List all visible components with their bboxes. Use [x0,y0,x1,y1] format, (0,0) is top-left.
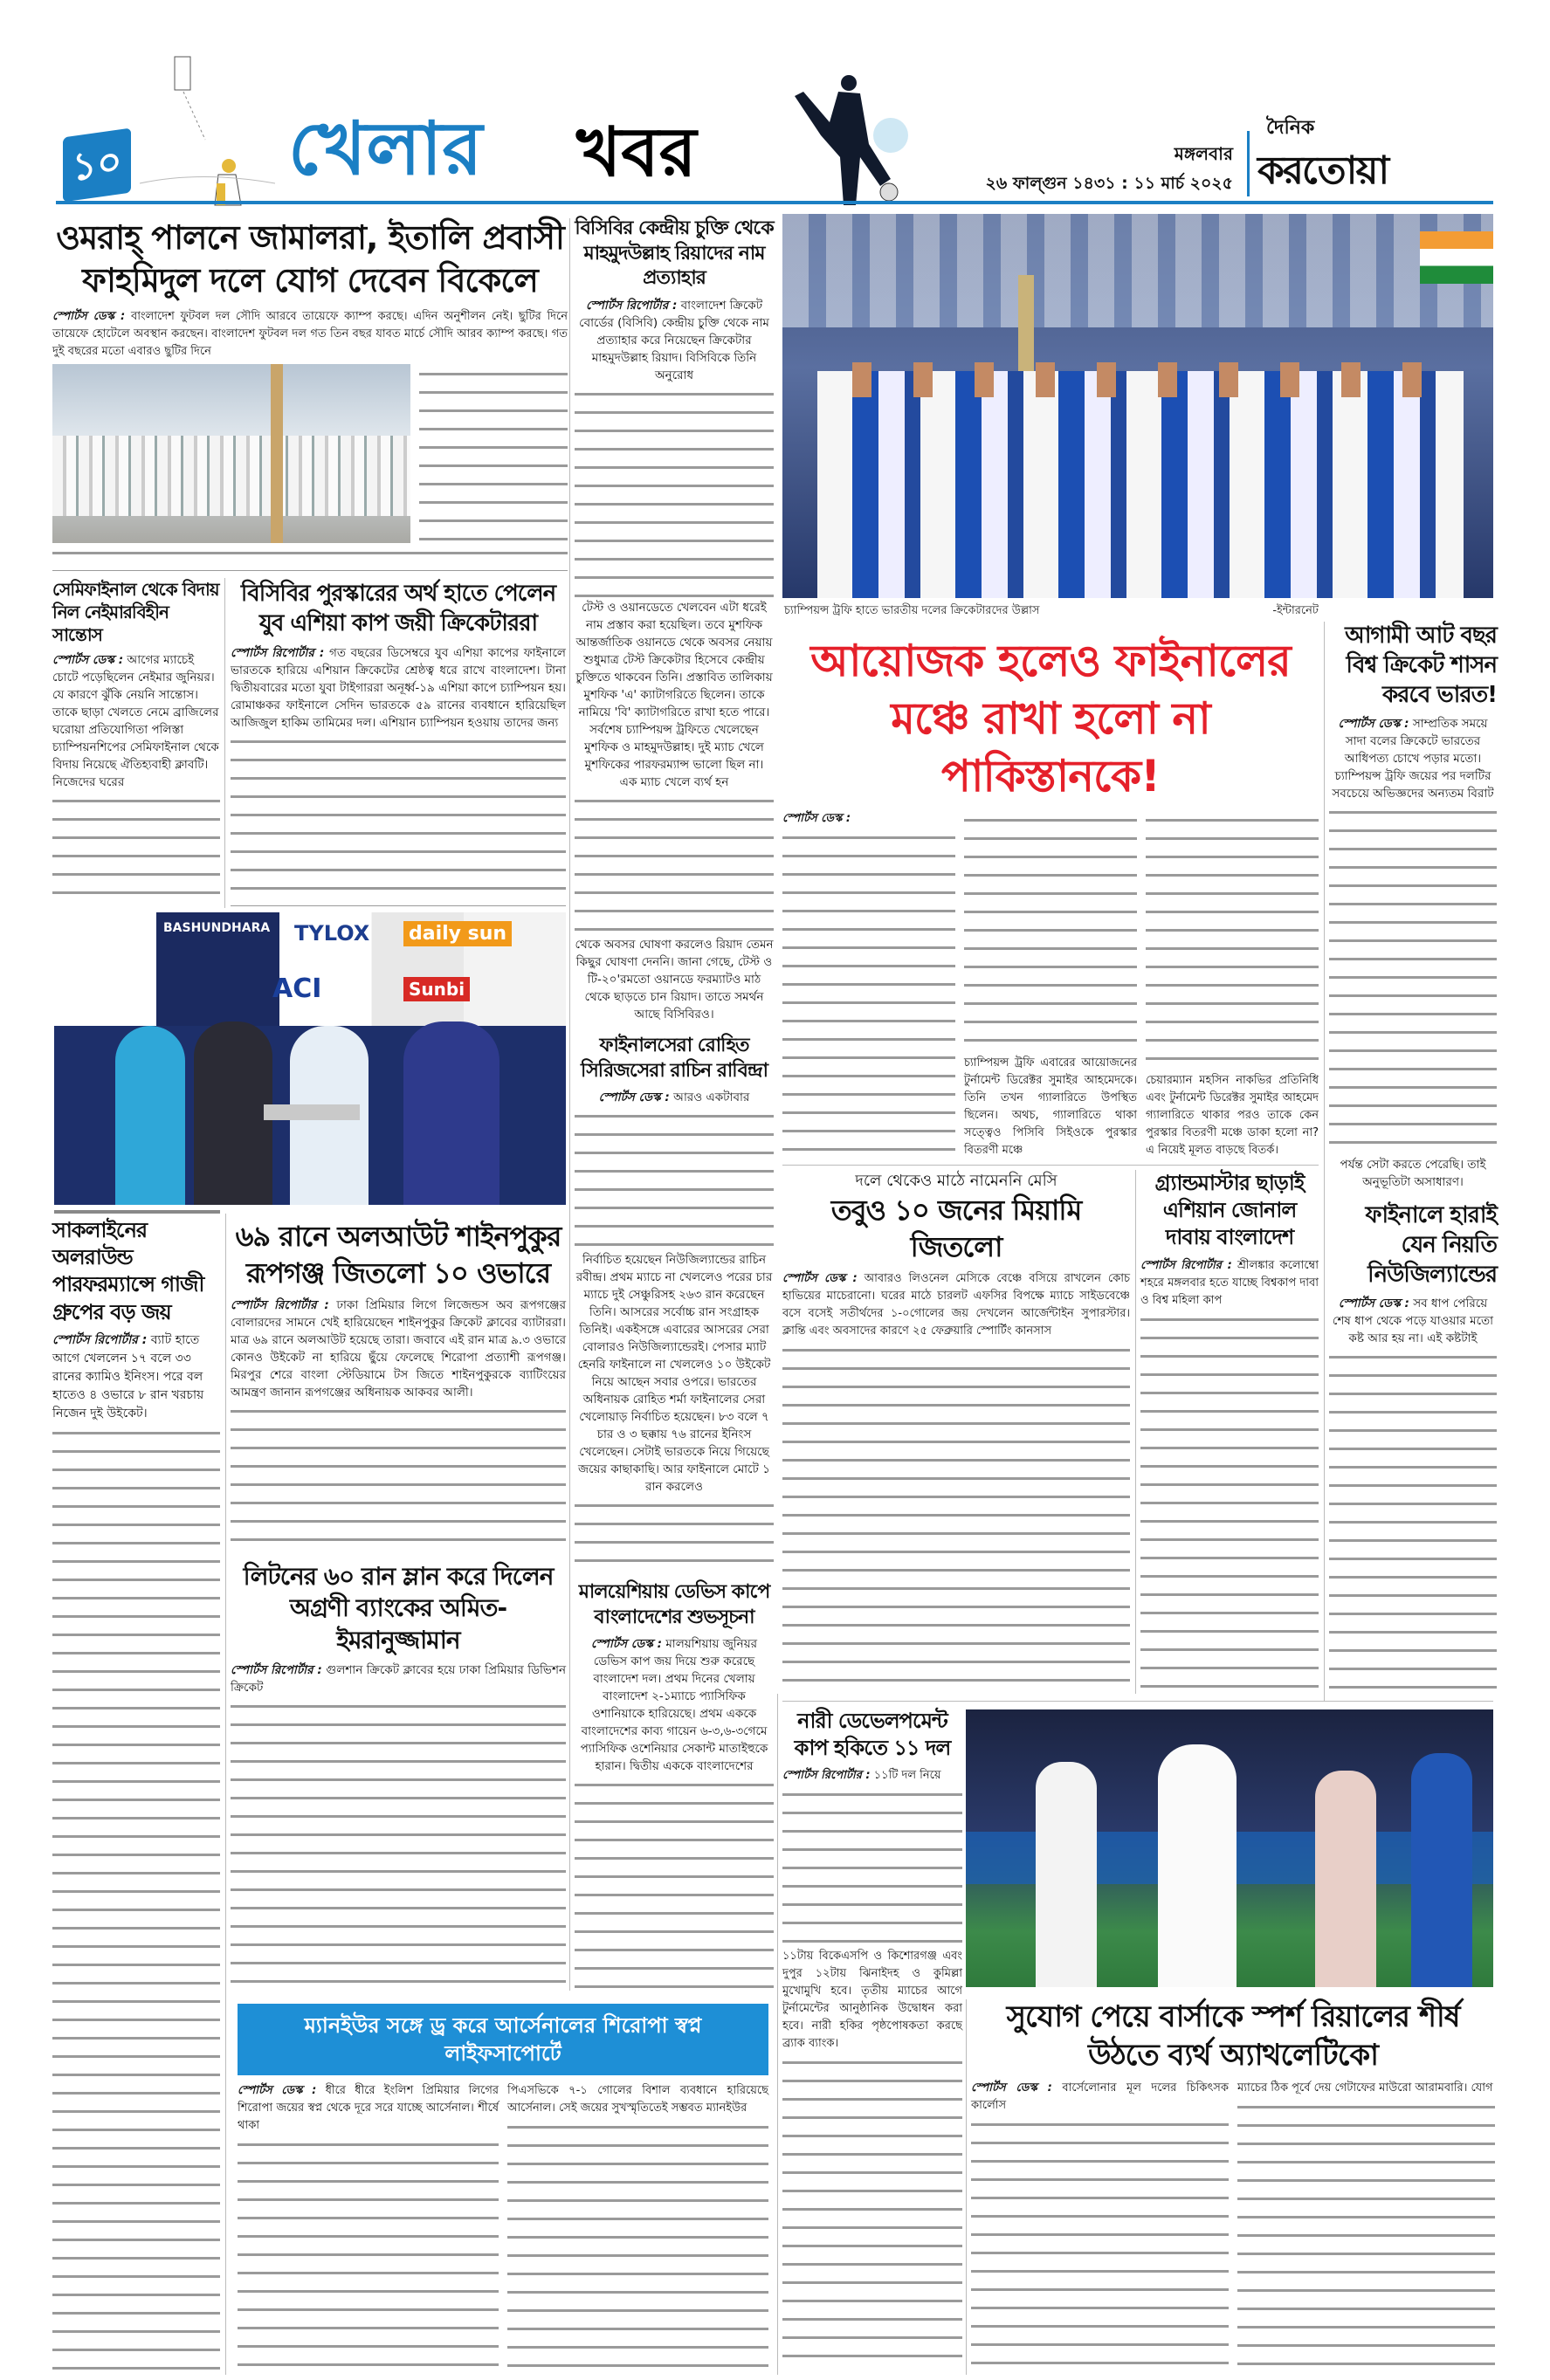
sponsor-bashundhara: BASHUNDHARA [163,921,271,935]
story-body-arsenal-col2: পিএসভিকে ৭-১ গোলের বিশাল ব্যবধানে হারিয়েছে আর্সেনাল। সেই জয়ের সুখস্মৃতিতেই সম্ভবত ম্যানইউর [507,2084,768,2115]
story-body-santos: স্পোর্টস ডেস্ক : আগের ম্যাচেই চোটে পড়েছিলেন নেইমার জুনিয়র। যে কারণে ঝুঁকি নেয়নি সান্তোস। তাকে ছাড়া খেলতে নেমে ব্রাজিলের ঘরোয়া প্রতিযোগিতা পলিস্তা চ্যাম্পিয়নশিপের সেমিফাইনাল থেকে বিদায় নিয়েছে ঐতিহ্যবাহী ক্লাবটি। নিজেদের ঘরের [52,653,219,789]
story-body-newzealand: স্পোর্টস ডেস্ক : সব ধাপ পেরিয়ে শেষ ধাপ থেকে পড়ে যাওয়ার মতো কষ্ট আর হয় না। এই কষ্টটাই [1332,1297,1494,1346]
story-body-liton: স্পোর্টস রিপোর্টার : গুলশান ক্রিকেট ক্লাবের হয়ে ঢাকা প্রিমিয়ার ডিভিশন ক্রিকেট [231,1662,567,1695]
story-body-shinepukur: স্পোর্টস রিপোর্টার : ঢাকা প্রিমিয়ার লিগে লিজেন্ডস অব রূপগঞ্জের বোলারদের সামনে খেই হারিয়েছেন শাইনপুকুর ক্রিকেট ক্লাবের ব্যাটাররা। মাত্র ৬৯ রানে অলআউট হয়েছে তারা। জবাবে এই রান মাত্র ৯.৩ ওভারে কোনও উইকেট না হারিয়ে ছুঁয়ে ফেলেছে শিরোপা প্রত্যাশী রূপগঞ্জ। মিরপুর শেরে বাংলা স্টেডিয়ামে টস জিতে শাইনপুকুরকে ব্যাটিংয়ের আমন্ত্রণ জানান রূপগঞ্জের অধিনায়ক আকবর আলী। [231,1298,566,1400]
story-body-contract: স্পোর্টস রিপোর্টার : বাংলাদেশ ক্রিকেট বোর্ডের (বিসিবি) কেন্দ্রীয় চুক্তি থেকে নাম প্রত্যাহার করে নিয়েছেন ক্রিকেটার মাহমুদউল্লাহ রিয়াদ। বিসিবিকে তিনি অনুরোধ [579,298,769,382]
cricket-batsman-illustration [131,52,279,206]
masthead-divider [1247,131,1250,196]
story-atletico [971,1998,1495,2375]
photo-india-champions-trophy [782,214,1493,598]
story-body-rohit: স্পোর্টস ডেস্ক : আরও একটাবার [598,1090,750,1105]
headline-youth-asia-cup-award: বিসিবির পুরস্কারের অর্থ হাতে পেলেন যুব এশিয়া কাপ জয়ী ক্রিকেটাররা [240,581,556,636]
story-body-arsenal-col1: স্পোর্টস ডেস্ক : ধীরে ধীরে ইংলিশ প্রিমিয়ার লিগের শিরোপা জয়ের স্বপ্ন থেকে দূরে সরে যাচ্ছে আর্সেনাল। শীর্ষে থাকা [238,2084,499,2132]
story-messi [782,1170,1130,1696]
headline-india-rule: আগামী আট বছর বিশ্ব ক্রিকেট শাসন করবে ভারত! [1345,623,1497,708]
center-column [575,217,774,1991]
headline-liton: লিটনের ৬০ রান ম্লান করে দিলেন অগ্রণী ব্যাংকের অমিত-ইমরানুজ্জামান [243,1561,554,1654]
story-body-chess: স্পোর্টস রিপোর্টার : শ্রীলঙ্কার কলোম্বো শহরে মঙ্গলবার হতে যাচ্ছে বিশ্বকাপ দাবা ও বিশ্ব মহিলা কাপ [1140,1258,1319,1307]
headline-omrah: ওমরাহ্ পালনে জামালরা, ইতালি প্রবাসী ফাহমিদুল দলে যোগ দেবেন বিকেলে [56,218,564,300]
headline-newzealand: ফাইনালে হারাই যেন নিয়তি নিউজিল্যান্ডের [1365,1202,1497,1288]
story-body-hockey: স্পোর্টস রিপোর্টার : ১১টি দল নিয়ে [782,1769,941,1783]
page-number-badge: ১০ [63,128,131,203]
headline-shinepukur: ৬৯ রানে অলআউট শাইনপুকুর রূপগঞ্জ জিতলো ১০ ওভারে [235,1220,561,1290]
sponsor-tylox: TYLOX [294,921,370,946]
story-body-pakistan-col3: চেয়ারম্যান মহসিন নাকভির প্রতিনিধি এবং টুর্নামেন্ট ডিরেক্টর সুমাইর আহমেদ গ্যালারিতে থাকার পরও তাকে কেন পুরস্কার বিতরণী মঞ্চে ডাকা হলো না? এ নিয়েই মূলত বাড়ছে বিতর্ক। [1146,1074,1319,1157]
masthead [0,0,1550,208]
story-body-contract-3: থেকে অবসর ঘোষণা করলেও রিয়াদ তেমন কিছুর ঘোষণা দেননি। জানা গেছে, টেস্ট ও টি-২০'রমতো ওয়ানডে ফরম্যাটও মাঠ থেকে ছাড়তে চান রিয়াদ। তাতে সমর্থন আছে বিসিবিরও। [575,938,774,1022]
headline-rohit: ফাইনালসেরা রোহিত সিরিজসেরা রাচিন রাবিন্দ্রা [580,1035,768,1082]
story-body-pakistan-col1: স্পোর্টস ডেস্ক : [782,812,851,825]
story-body-pakistan-col2: চ্যাম্পিয়ন্স ট্রফি এবারের আয়োজনের টুর্নামেন্ট ডিরেক্টর সুমাইর আহমেদকে। তিনি তখন গ্যালারিতে উপস্থিত ছিলেন। অথচ, গ্যালারিতে থাকা সত্ত্বেও পিসিবি সিইওকে পুরস্কার বিতরণী মঞ্চে [964,1056,1137,1157]
section-title-khobor: খবর [576,113,697,192]
story-body-youth-asia-cup-award: স্পোর্টস রিপোর্টার : গত বছরের ডিসেম্বরে যুব এশিয়া কাপের ফাইনালে ভারতকে হারিয়ে এশিয়ান ক্রিকেটের শ্রেষ্ঠত্ব ধরে রাখে বাংলাদেশ। টানা দ্বিতীয়বারের মতো যুবা টাইগাররা অনূর্ধ্ব-১৯ এশিয়া কাপে চ্যাম্পিয়ন হয়। রোমাঞ্চকর ফাইনালে সেদিন ভারতকে ৫৯ রানের ব্যবধানে হারিয়েছিল আজিজুল হাকিম তামিমের দল। এশিয়ান চ্যাম্পিয়ন হওয়ায় তাদের জন্য [231,645,566,730]
headline-sakalain: সাকলাইনের অলরাউন্ড পারফরম্যান্সে গাজী গ্রুপের বড় জয় [52,1218,204,1324]
photo-laliga-match [966,1709,1493,1987]
issue-date: ২৬ ফাল্গুন ১৪৩১ : ১১ মার্চ ২০২৫ [985,174,1233,193]
story-body-atletico-col1: স্পোর্টস ডেস্ক : বার্সেলোনার মূল দলের চিকিৎসক কার্লোস [971,2081,1229,2113]
issue-day: মঙ্গলবার [1174,143,1233,164]
story-body-omrah: স্পোর্টস ডেস্ক : বাংলাদেশ ফুটবল দল সৌদি আরবে তায়েফে ক্যাম্প করছে। এদিন অনুশীলন নেই। ছুটির দিনে তায়েফে হোটেলে অবস্থান করছেন। বাংলাদেশ ফুটবল দল গত তিন বছর যাবত মার্চে সৌদি আরব ক্যাম্প করছে। গত দুই বছরের মতো এবারও ছুটির দিনে [52,309,568,358]
headline-davis-cup: মালয়েশিয়ায় ডেভিস কাপে বাংলাদেশের শুভসূচনা [578,1581,770,1628]
headline-chess: গ্র্যান্ডমাস্টার ছাড়াই এশিয়ান জোনাল দাবায় বাংলাদেশ [1154,1171,1305,1250]
sponsor-daily-sun: daily sun [403,921,512,946]
story-body-messi: স্পোর্টস ডেস্ক : আবারও লিওনেল মেসিকে বেঞ্চে বসিয়ে রাখলেন কোচ হাভিয়ের মাচেরানো। ঘরের মাঠে চারলট এফসির বিপক্ষে ম্যাচে সাইডবেঞ্চে বসে বসেই সতীর্থদের ১-০গোলের জয় দেখলেন আর্জেন্টাইন সুপারস্টার। ক্লান্তি এবং অবসাদের কারণে ২৫ ফেব্রুয়ারি স্পোর্টিং কানসাস [782,1272,1130,1338]
story-body-india-rule-2: পর্যন্ত সেটা করতে পেরেছি। তাই অনুভূতিটা অসাধারণ। [1340,1158,1486,1189]
headline-hockey: নারী ডেভেলপমেন্ট কাপ হকিতে ১১ দল [794,1709,951,1761]
sponsor-sunbi: Sunbi [403,977,470,1001]
story-body-india-rule: স্পোর্টস ডেস্ক : সাম্প্রতিক সময়ে সাদা বলের ক্রিকেটে ভারতের আধিপত্য চোখে পড়ার মতো। চ্যাম্পিয়ন্স ট্রফি জয়ের পর দলটির সবচেয়ে অভিজ্ঞদের অন্যতম বিরাট [1332,717,1494,801]
story-chess [1140,1170,1319,1696]
headline-contract: বিসিবির কেন্দ্রীয় চুক্তি থেকে মাহমুদউল্লাহ রিয়াদের নাম প্রত্যাহার [575,217,774,290]
story-body-contract-2: টেস্ট ও ওয়ানডেতে খেলবেন এটা ধরেই নাম প্রস্তাব করা হয়েছিল। তবে মুশফিক আন্তর্জাতিক ওয়ানডে থেকে অবসর নেয়ায় শুধুমাত্র টেস্ট ক্রিকেটার হিসেবে কেন্দ্রীয় চুক্তিতে থাকবেন তিনি। প্রস্তাবিত তালিকায় মুশফিক 'এ' ক্যাটাগরিতে ছিলেন। তাকে নামিয়ে 'বি' ক্যাটাগরিতে রাখা হতে পারে। সর্বশেষ চ্যাম্পিয়ন্স ট্রফিতে খেলেছেন মুশফিক ও মাহমুদউল্লাহ। দুই ম্যাচ খেলে মুশফিকের পারফরম্যান্স ভালো ছিল না। এক ম্যাচ খেলে ব্যর্থ হন [575,601,773,790]
story-sakalain [52,1217,220,2375]
story-body-hockey-2: ১১টায় বিকেএসপি ও কিশোরগঞ্জ এবং দুপুর ১২টায় ঝিনাইদহ ও কুমিল্লা মুখোমুখি হবে। তৃতীয় ম্যাচের আগে টুর্নামেন্টের আনুষ্ঠানিক উদ্বোধন করা হবে। নারী হকির পৃষ্ঠপোষকতা করছে ব্র্যাক ব্যাংক। [782,1949,962,2050]
header-rule [56,201,1493,204]
story-body-omrah-side [419,366,568,541]
headline-pakistan: আয়োজক হলেও ফাইনালের মঞ্চে রাখা হলো না পাকিস্তানকে! [810,636,1291,801]
story-award [231,580,566,908]
story-body-rohit-2: নির্বাচিত হয়েছেন নিউজিল্যান্ডের রাচিন রবীন্দ্র। প্রথম ম্যাচে না খেললেও পরের চার ম্যাচে দুই সেঞ্চুরিসহ ২৬৩ রান করেছেন তিনি। আসরের সর্বোচ্চ রান সংগ্রাহক তিনিই। একইসঙ্গে এবারের আসরের সেরা বোলারও নিউজিল্যান্ডেরই। পেসার ম্যাট হেনরি ফাইনালে না খেললেও ১০ উইকেট নিয়ে আছেন সবার ওপরে। ভারতের অধিনায়ক রোহিত শর্মা ফাইনালের সেরা খেলোয়াড় নির্বাচিত হয়েছেন। ৮৩ বলে ৭ চার ও ৩ ছক্কায় ৭৬ রানের ইনিংস খেলেছেন। সেটাই ভারতকে নিয়ে গিয়েছে জয়ের কাছাকাছি। আর ফাইনালে মোটে ১ রান করলেও [575,1253,773,1495]
photo-caption-omrah [52,545,568,571]
photo-caption-india: চ্যাম্পিয়ন্স ট্রফি হাতে ভারতীয় দলের ক্রিকেটারদের উল্লাস [784,604,1040,617]
story-body-atletico-col2: ম্যাচের ঠিক পূর্বে দেয় গেটাফের মাউরো আরামবারি। যোগ [1237,2081,1493,2095]
story-body-sakalain: স্পোর্টস রিপোর্টার : ব্যাট হাতে আগে খেললেন ১৭ বলে ৩৩ রানের ক্যামিও ইনিংস। পরে বল হাতেও ৪ ওভারে ৮ রান খরচায় নিজেন দুই উইকেট। [52,1332,204,1420]
story-body-davis-cup: স্পোর্টস ডেস্ক : মালয়শিয়ায় জুনিয়র ডেভিস কাপ জয় দিয়ে শুরু করেছে বাংলাদেশ দল। প্রথম দিনের খেলায় বাংলাদেশ ২-১ম্যাচে প্যাসিফিক ওশানিয়াকে হারিয়েছে। প্রথম এককে বাংলাদেশের কাব্য গায়েন ৬-৩,৬-৩গেমে প্যাসিফিক ওশেনিয়ার সেকান্ট মাতাইহুকে হারান। দ্বিতীয় এককে বাংলাদেশের [580,1637,768,1774]
headline-atletico: সুযোগ পেয়ে বার্সাকে স্পর্শ রিয়ালের শীর্ষ উঠতে ব্যর্থ অ্যাথলেটিকো [1006,1999,1460,2074]
story-pakistan [782,632,1319,1159]
story-arsenal [238,2004,768,2375]
story-omrah [52,217,568,573]
kicker-messi: দলে থেকেও মাঠে নামেননি মেসি [855,1172,1057,1190]
right-column [1329,622,1497,1701]
photo-football-team-omrah [52,364,410,543]
section-title-khelar: খেলার [288,106,483,191]
story-hockey [782,1708,962,2375]
paper-prefix: দৈনিক [1266,117,1315,139]
sponsor-aci: ACI [272,973,322,1004]
story-santos [52,578,220,908]
photo-credit-india: -ইন্টারনেট [1272,604,1319,617]
story-shinepukur-liton [231,1219,566,1991]
headline-messi: তবুও ১০ জনের মিয়ামি জিতলো [830,1193,1082,1263]
paper-name-logo: করতোয়া [1257,148,1388,193]
photo-award-ceremony [54,912,566,1205]
headline-santos: সেমিফাইনাল থেকে বিদায় নিল নেইমারবিহীন সান্তোস [52,579,219,645]
headline-banner-arsenal: ম্যানইউর সঙ্গে ড্র করে আর্সেনালের শিরোপা স্বপ্ন লাইফসাপোর্টে [238,2004,768,2075]
